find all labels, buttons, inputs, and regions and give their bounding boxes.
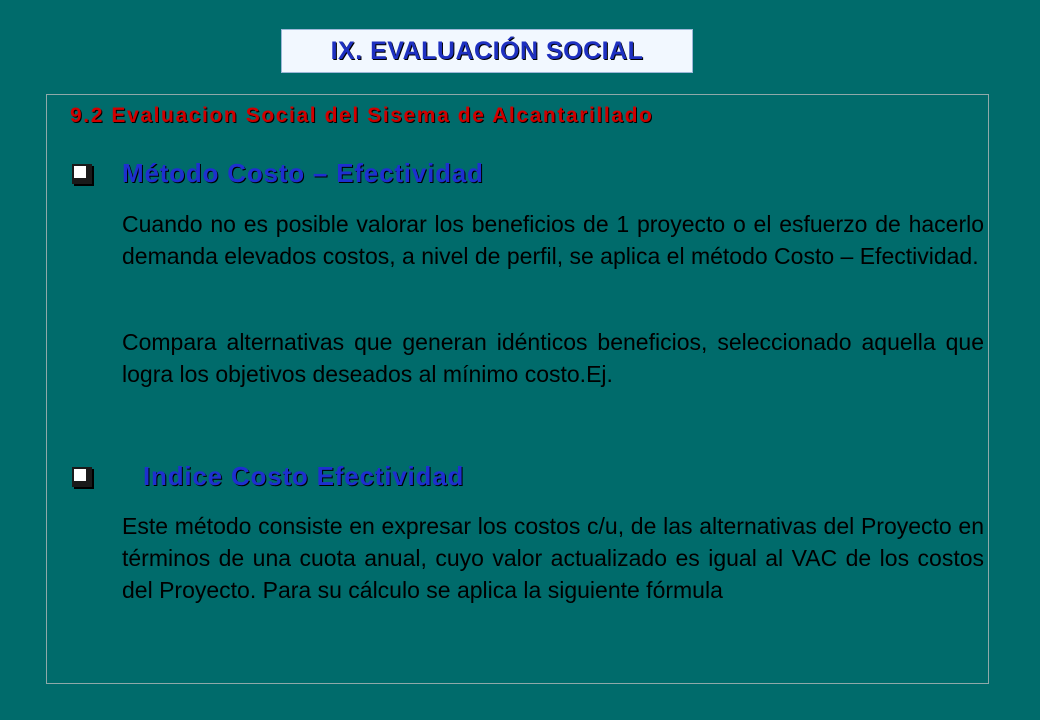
section-subtitle: 9.2 Evaluacion Social del Sisema de Alcantarillado <box>70 104 654 127</box>
section-heading-indice <box>72 461 464 492</box>
checkbox-bullet-icon <box>72 164 92 184</box>
checkbox-bullet-icon <box>72 467 92 487</box>
paragraph-metodo-compara: Compara alternativas que generan idénticos beneficios, seleccionado aquella que logra los objetivos deseados al mínimo costo.Ej. <box>122 329 984 387</box>
slide-title: IX. EVALUACIÓN SOCIAL <box>330 36 644 65</box>
paragraph-metodo-definicion: Cuando no es posible valorar los beneficios de 1 proyecto o el esfuerzo de hacerlo demanda elevados costos, a nivel de perfil, se aplica el método Costo – Efectividad. <box>122 211 984 269</box>
paragraph-indice-definicion: Este método consiste en expresar los costos c/u, de las alternativas del Proyecto en términos de una cuota anual, cuyo valor actualizado es igual al VAC de los costos del Proyecto. Para su cálculo se aplica la siguiente fórmula <box>122 513 984 603</box>
slide-title-box <box>281 29 693 73</box>
section-heading-metodo <box>72 158 484 189</box>
section-heading-text: Indice Costo Efectividad <box>143 461 465 491</box>
section-heading-text: Método Costo – Efectividad <box>122 158 484 188</box>
